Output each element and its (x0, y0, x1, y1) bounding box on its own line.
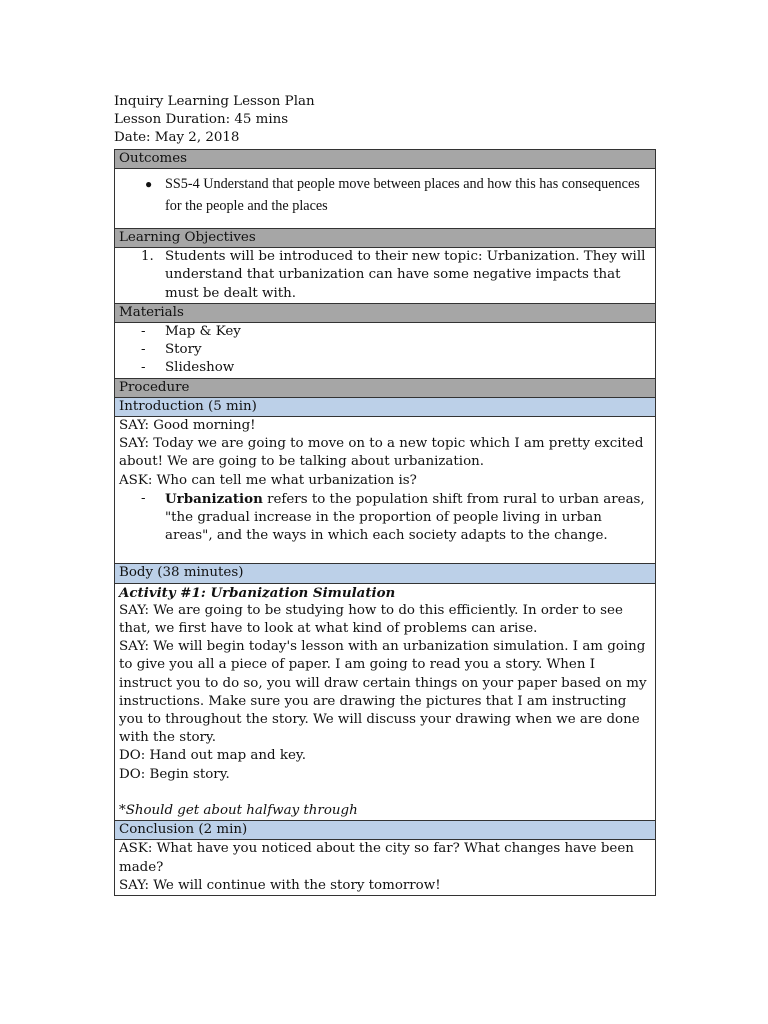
introduction-cell (115, 417, 656, 564)
outcome-item (119, 173, 651, 218)
list-item (119, 323, 651, 341)
material-map-key: Map & Key (165, 324, 241, 340)
body-cell (115, 583, 656, 820)
definition-item (119, 490, 651, 546)
lesson-plan-table (114, 149, 656, 896)
intro-definition-list (119, 490, 651, 546)
intro-say-topic: SAY: Today we are going to move on to a new topic which I am pretty excited about! We are going to be talking about urbanization. (119, 436, 644, 470)
body-row (115, 583, 656, 820)
outcomes-header-row (115, 149, 656, 168)
activity-title: Activity #1: Urbanization Simulation (119, 584, 396, 601)
conclusion-heading: Conclusion (2 min) (115, 821, 656, 840)
materials-cell (115, 323, 656, 379)
list-item (119, 341, 651, 359)
objectives-list (119, 248, 651, 303)
bullet-icon: ● (145, 176, 153, 191)
intro-ask: ASK: Who can tell me what urbanization is? (119, 472, 417, 488)
outcomes-heading: Outcomes (115, 149, 656, 168)
dash-icon: - (141, 490, 146, 506)
objectives-row (115, 248, 656, 304)
spacer (119, 545, 651, 563)
materials-list (119, 323, 651, 378)
conclusion-cell (115, 840, 656, 896)
body-note: *Should get about halfway through (119, 802, 358, 818)
procedure-heading: Procedure (115, 378, 656, 397)
body-do-story: DO: Begin story. (119, 766, 230, 782)
body-say-efficiency: SAY: We are going to be studying how to do this efficiently. In order to see that, we first have to look at what kind of problems can arise. (119, 602, 623, 637)
conclusion-row (115, 840, 656, 896)
material-slideshow: Slideshow (165, 360, 235, 376)
outcomes-cell (115, 168, 656, 228)
conclusion-header-row (115, 821, 656, 840)
intro-say-greeting: SAY: Good morning! (119, 418, 256, 434)
list-item (119, 359, 651, 377)
objectives-heading: Learning Objectives (115, 229, 656, 248)
objective-text: Students will be introduced to their new topic: Urbanization. They will understand that urbanization can have some negative impacts that must be dealt with. (165, 249, 646, 301)
materials-heading: Materials (115, 303, 656, 322)
definition-text: refers to the population shift from rural to urban areas, "the gradual increase in the proportion of people living in urban areas", and the ways in which each society adapts to the change. (165, 491, 645, 544)
material-story: Story (165, 342, 202, 358)
conclusion-say: SAY: We will continue with the story tomorrow! (119, 877, 441, 893)
definition-term: Urbanization (165, 490, 263, 507)
outcome-text: SS5-4 Understand that people move between places and how this has consequences for the people and the places (165, 175, 640, 215)
objective-item (119, 248, 651, 303)
introduction-row (115, 417, 656, 564)
body-header-row (115, 564, 656, 583)
lesson-plan-page (114, 93, 656, 896)
materials-row (115, 323, 656, 379)
body-do-handout: DO: Hand out map and key. (119, 748, 306, 764)
body-say-simulation: SAY: We will begin today's lesson with an urbanization simulation. I am going to give you all a piece of paper. I am going to read you a story. When I instruct you to do so, you will draw certain things on your paper based on my instructions. Make sure you are drawing the pictures that I am instructing you to throughout the story. We will discuss your drawing when we are done with the story. (119, 639, 647, 746)
introduction-heading: Introduction (5 min) (115, 397, 656, 416)
objectives-header-row (115, 229, 656, 248)
plan-title: Inquiry Learning Lesson Plan (114, 94, 315, 109)
dash-icon: - (141, 360, 146, 376)
spacer (119, 784, 651, 802)
lesson-duration: Lesson Duration: 45 mins (114, 112, 289, 128)
objectives-cell (115, 248, 656, 304)
materials-header-row (115, 303, 656, 322)
procedure-header-row (115, 378, 656, 397)
introduction-header-row (115, 397, 656, 416)
dash-icon: - (141, 324, 146, 340)
conclusion-ask: ASK: What have you noticed about the city so far? What changes have been made? (119, 841, 634, 875)
lesson-date: Date: May 2, 2018 (114, 130, 240, 146)
body-heading: Body (38 minutes) (115, 564, 656, 583)
outcomes-row (115, 168, 656, 228)
objective-number: 1. (141, 249, 154, 265)
dash-icon: - (141, 342, 146, 358)
